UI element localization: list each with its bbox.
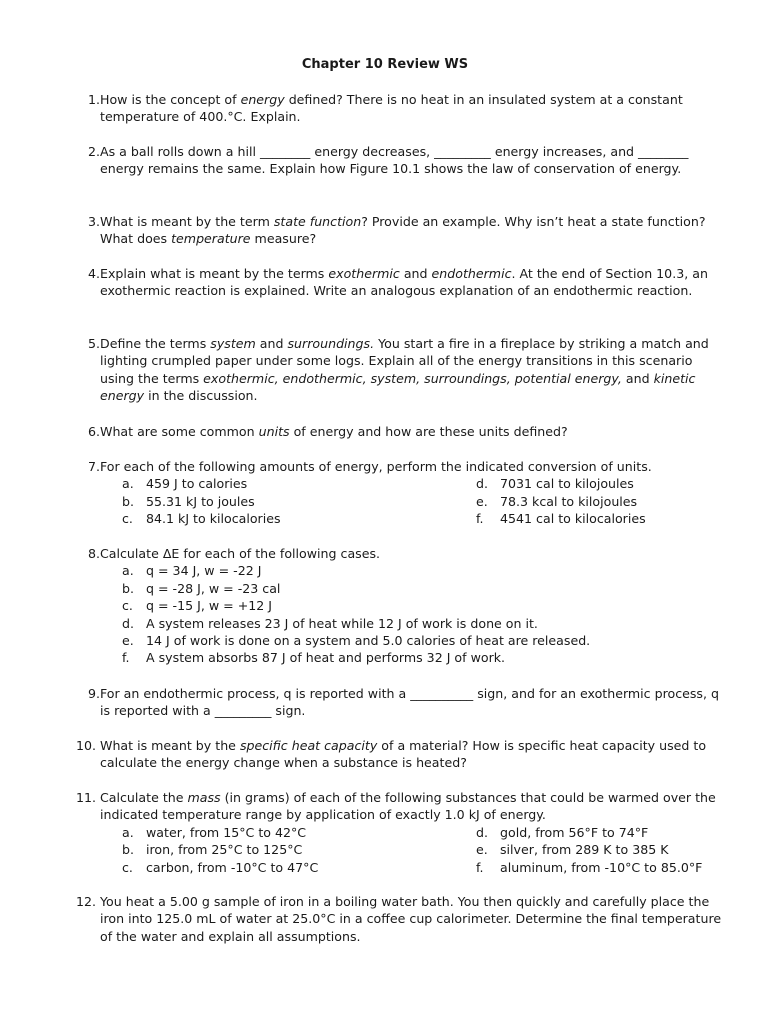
list-row: b. 55.31 kJ to joules e. 78.3 kcal to kilojoules [122, 493, 638, 509]
question-text: How is the concept of energy defined? There is no heat in an insulated system at a constant temperature of 400.°C. Explain. [100, 92, 683, 125]
question-7 [78, 458, 728, 528]
page-title: Chapter 10 Review WS [301, 57, 469, 72]
question-3 [78, 213, 728, 248]
question-number: 12. [76, 894, 97, 909]
question-text: Explain what is meant by the terms exothermic and endothermic. At the end of Section 10.3, an exothermic reaction is explained. Write an analogous explanation of an endothermic reaction. [100, 266, 708, 299]
list-item: c. q = -15 J, w = +12 J [122, 598, 272, 614]
question-text: Calculate the mass (in grams) of each of the following substances that could be warmed over the indicated temperature range by application of exactly 1.0 kJ of energy. [100, 790, 716, 823]
question-10 [78, 737, 728, 772]
list-item: a. q = 34 J, w = -22 J [122, 563, 262, 579]
question-text: What is meant by the specific heat capacity of a material? How is specific heat capacity used to calculate the energy change when a substance is heated? [100, 738, 707, 771]
question-text: Define the terms system and surroundings. You start a fire in a fireplace by striking a match and lighting crumpled paper under some logs. Explain all of the energy transitions in this scenario using the terms exothermic, endothermic, system, surroundings, potential energy, and kinetic energy in the discussion. [100, 336, 709, 404]
question-1 [78, 91, 728, 126]
question-12 [78, 893, 728, 945]
question-5 [78, 335, 728, 405]
list-item: b. q = -28 J, w = -23 cal [122, 580, 281, 596]
question-text: Calculate ΔE for each of the following cases. [100, 546, 381, 561]
question-number: 8. [87, 546, 100, 561]
question-text: For an endothermic process, q is reported with a __________ sign, and for an exothermic process, q is reported with a _________ sign. [100, 686, 719, 719]
question-number: 4. [87, 266, 100, 281]
question-11 [78, 789, 728, 876]
question-number: 11. [76, 790, 97, 805]
question-4 [78, 265, 728, 300]
question-8 [78, 545, 728, 667]
list-item: f. A system absorbs 87 J of heat and performs 32 J of work. [122, 650, 506, 666]
question-9 [78, 685, 728, 720]
list-row: a. 459 J to calories d. 7031 cal to kilojoules [122, 476, 634, 492]
list-row: b. iron, from 25°C to 125°C e. silver, from 289 K to 385 K [122, 842, 669, 858]
question-6 [78, 423, 728, 440]
question-number: 3. [87, 214, 100, 229]
list-item: d. A system releases 23 J of heat while 12 J of work is done on it. [122, 615, 538, 631]
question-number: 2. [87, 144, 100, 159]
question-number: 6. [87, 424, 100, 439]
list-item: e. 14 J of work is done on a system and 5.0 calories of heat are released. [122, 632, 591, 648]
list-row: c. carbon, from -10°C to 47°C f. aluminum, from -10°C to 85.0°F [122, 859, 703, 875]
question-text: You heat a 5.00 g sample of iron in a boiling water bath. You then quickly and carefully place the iron into 125.0 mL of water at 25.0°C in a coffee cup calorimeter. Determine the final temperature of the water and explain all assumptions. [100, 894, 722, 944]
list-row: c. 84.1 kJ to kilocalories f. 4541 cal to kilocalories [122, 511, 646, 527]
question-text: For each of the following amounts of energy, perform the indicated conversion of units. [100, 459, 652, 474]
question-2 [78, 143, 728, 178]
question-text: As a ball rolls down a hill ________ energy decreases, _________ energy increases, and ________ energy remains the same. Explain how Figure 10.1 shows the law of conservation of energy. [100, 144, 689, 177]
question-number: 7. [87, 459, 100, 474]
question-number: 1. [87, 92, 100, 107]
question-number: 10. [76, 738, 97, 753]
question-number: 9. [87, 686, 100, 701]
question-number: 5. [87, 336, 100, 351]
list-row: a. water, from 15°C to 42°C d. gold, from 56°F to 74°F [122, 824, 649, 840]
question-text: What is meant by the term state function? Provide an example. Why isn’t heat a state function? What does temperature measure? [100, 214, 706, 247]
question-text: What are some common units of energy and how are these units defined? [100, 424, 568, 439]
